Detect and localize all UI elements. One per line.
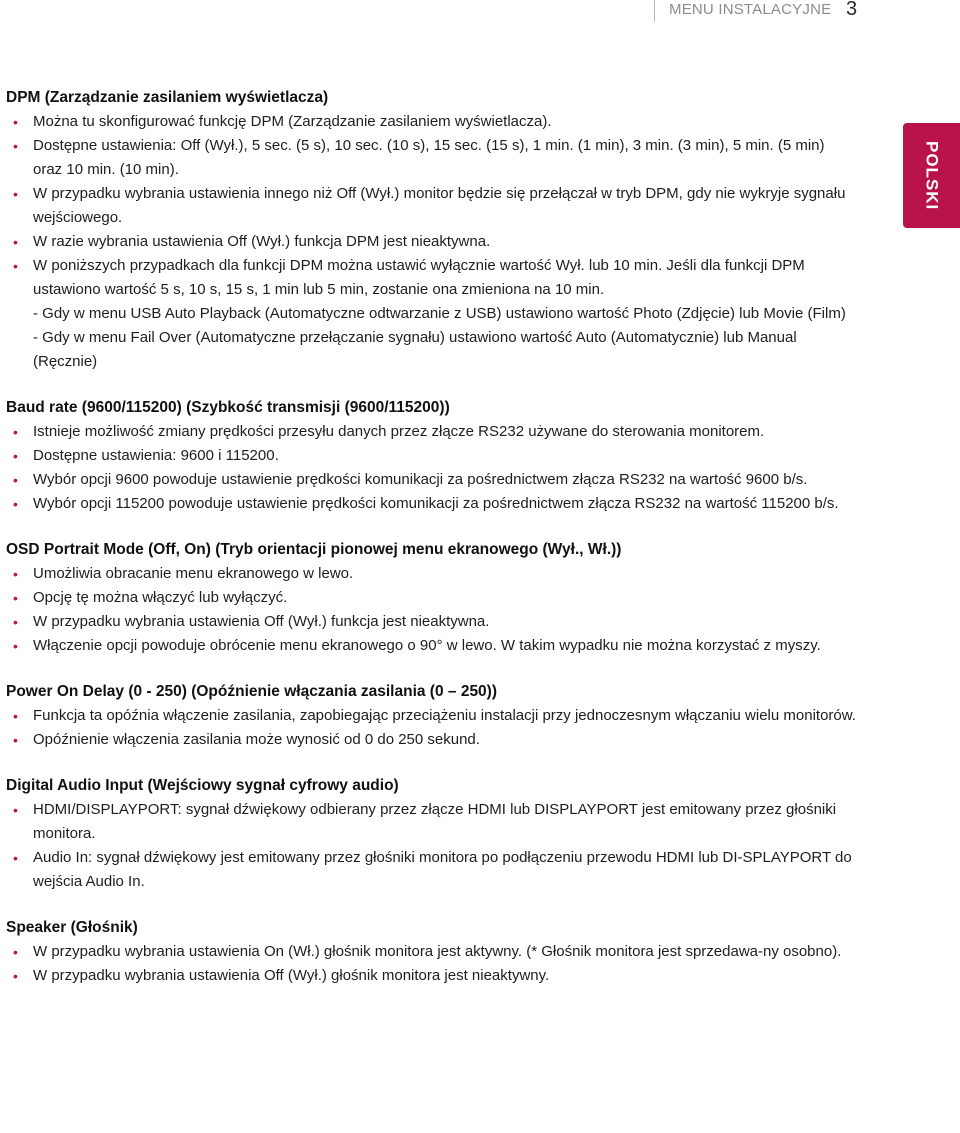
bullet-icon: • [13,850,18,866]
bullet-icon: • [13,424,18,440]
section-title: Power On Delay (0 - 250) (Opóźnienie włączania zasilania (0 – 250)) [6,683,498,700]
list-item [6,586,856,610]
list-item-text: Wybór opcji 9600 powoduje ustawienie prędkości komunikacji za pośrednictwem złącza RS232 na wartość 9600 b/s. [33,471,808,488]
bullet-icon: • [13,590,18,606]
list-item-text: W razie wybrania ustawienia Off (Wył.) funkcja DPM jest nieaktywna. [33,233,491,250]
bullet-icon: • [13,448,18,464]
bullet-icon: • [13,708,18,724]
bullet-icon: • [13,472,18,488]
section-title: Baud rate (9600/115200) (Szybkość transmisji (9600/115200)) [6,399,450,416]
list-item-text: W przypadku wybrania ustawienia On (Wł.) głośnik monitora jest aktywny. (* Głośnik monitora jest sprzedawa-ny osobno). [33,943,842,960]
section-speaker [6,916,856,988]
bullet-list [6,110,856,302]
language-tab-label: POLSKI [922,140,942,211]
bullet-icon: • [13,496,18,512]
bullet-icon: • [13,968,18,984]
list-item [6,420,856,444]
list-item [6,940,856,964]
list-item [6,634,856,658]
list-item-text: Opóźnienie włączenia zasilania może wynosić od 0 do 250 sekund. [33,731,480,748]
list-item-text: Dostępne ustawienia: 9600 i 115200. [33,447,279,464]
section-baud-rate [6,396,856,516]
bullet-icon: • [13,638,18,654]
list-item [6,254,856,302]
list-item-text: Włączenie opcji powoduje obrócenie menu ekranowego o 90° w lewo. W takim wypadku nie można korzystać z myszy. [33,637,821,654]
list-item [6,134,856,182]
page-number: 3 [846,0,858,20]
list-item-text: Umożliwia obracanie menu ekranowego w lewo. [33,565,354,582]
list-item-text: W przypadku wybrania ustawienia Off (Wył.) funkcja jest nieaktywna. [33,613,490,630]
list-item [6,704,856,728]
list-item [6,798,856,846]
section-dpm [6,86,856,374]
list-item [6,728,856,752]
section-osd-portrait-mode [6,538,856,658]
list-item [6,610,856,634]
continuation-text: - Gdy w menu USB Auto Playback (Automatyczne odtwarzanie z USB) ustawiono wartość Photo (Zdjęcie) lub Movie (Film) [33,305,846,322]
language-tab [903,123,960,228]
list-item-text: W przypadku wybrania ustawienia innego niż Off (Wył.) monitor będzie się przełączał w tryb DPM, gdy nie wykryje sygnału wejściowego. [33,185,846,226]
document-body [6,86,856,988]
bullet-icon: • [13,944,18,960]
section-digital-audio-input [6,774,856,894]
bullet-icon: • [13,566,18,582]
list-item-text: W przypadku wybrania ustawienia Off (Wył.) głośnik monitora jest nieaktywny. [33,967,550,984]
bullet-list [6,940,856,988]
list-item [6,182,856,230]
bullet-list [6,704,856,752]
bullet-icon: • [13,802,18,818]
section-title: Digital Audio Input (Wejściowy sygnał cyfrowy audio) [6,777,399,794]
list-item [6,562,856,586]
bullet-icon: • [13,138,18,154]
bullet-icon: • [13,186,18,202]
bullet-icon: • [13,614,18,630]
bullet-icon: • [13,258,18,274]
list-item-text: Można tu skonfigurować funkcję DPM (Zarządzanie zasilaniem wyświetlacza). [33,113,552,130]
bullet-icon: • [13,234,18,250]
list-item-text: W poniższych przypadkach dla funkcji DPM można ustawić wyłącznie wartość Wył. lub 10 min. Jeśli dla funkcji DPM ustawiono wartość 5 s, 10 s, 15 s, 1 min lub 5 min, zostanie ona zmieniona na 10 min. [33,257,805,298]
bullet-list [6,562,856,658]
list-item [6,964,856,988]
list-item [6,230,856,254]
section-power-on-delay [6,680,856,752]
list-item-text: Opcję tę można włączyć lub wyłączyć. [33,589,288,606]
section-title: DPM (Zarządzanie zasilaniem wyświetlacza) [6,89,329,106]
bullet-icon: • [13,732,18,748]
list-item-text: Funkcja ta opóźnia włączenie zasilania, zapobiegając przeciążeniu instalacji przy jednoczesnym włączaniu wielu monitorów. [33,707,856,724]
list-item [6,110,856,134]
list-item-text: HDMI/DISPLAYPORT: sygnał dźwiękowy odbierany przez złącze HDMI lub DISPLAYPORT jest emitowany przez głośniki monitora. [33,801,837,842]
list-item-text: Audio In: sygnał dźwiękowy jest emitowany przez głośniki monitora po podłączeniu przewodu HDMI lub DI-SPLAYPORT do wejścia Audio In. [33,849,852,890]
list-item [6,846,856,894]
bullet-list [6,420,856,516]
running-header-title: MENU INSTALACYJNE [669,1,832,18]
list-item-text: Istnieje możliwość zmiany prędkości przesyłu danych przez złącze RS232 używane do sterowania monitorem. [33,423,765,440]
bullet-list [6,798,856,894]
section-title: OSD Portrait Mode (Off, On) (Tryb orientacji pionowej menu ekranowego (Wył., Wł.)) [6,541,622,558]
header-divider [654,0,655,22]
section-title: Speaker (Głośnik) [6,919,138,936]
list-item [6,444,856,468]
list-item-text: Dostępne ustawienia: Off (Wył.), 5 sec. (5 s), 10 sec. (10 s), 15 sec. (15 s), 1 min. (1 min), 3 min. (3 min), 5 min. (5 min) oraz 10 min. (10 min). [33,137,825,178]
list-item [6,492,856,516]
list-item-text: Wybór opcji 115200 powoduje ustawienie prędkości komunikacji za pośrednictwem złącza RS232 na wartość 115200 b/s. [33,495,839,512]
bullet-icon: • [13,114,18,130]
list-item [6,468,856,492]
continuation-text: - Gdy w menu Fail Over (Automatyczne przełączanie sygnału) ustawiono wartość Auto (Automatycznie) lub Manual (Ręcznie) [33,329,797,370]
